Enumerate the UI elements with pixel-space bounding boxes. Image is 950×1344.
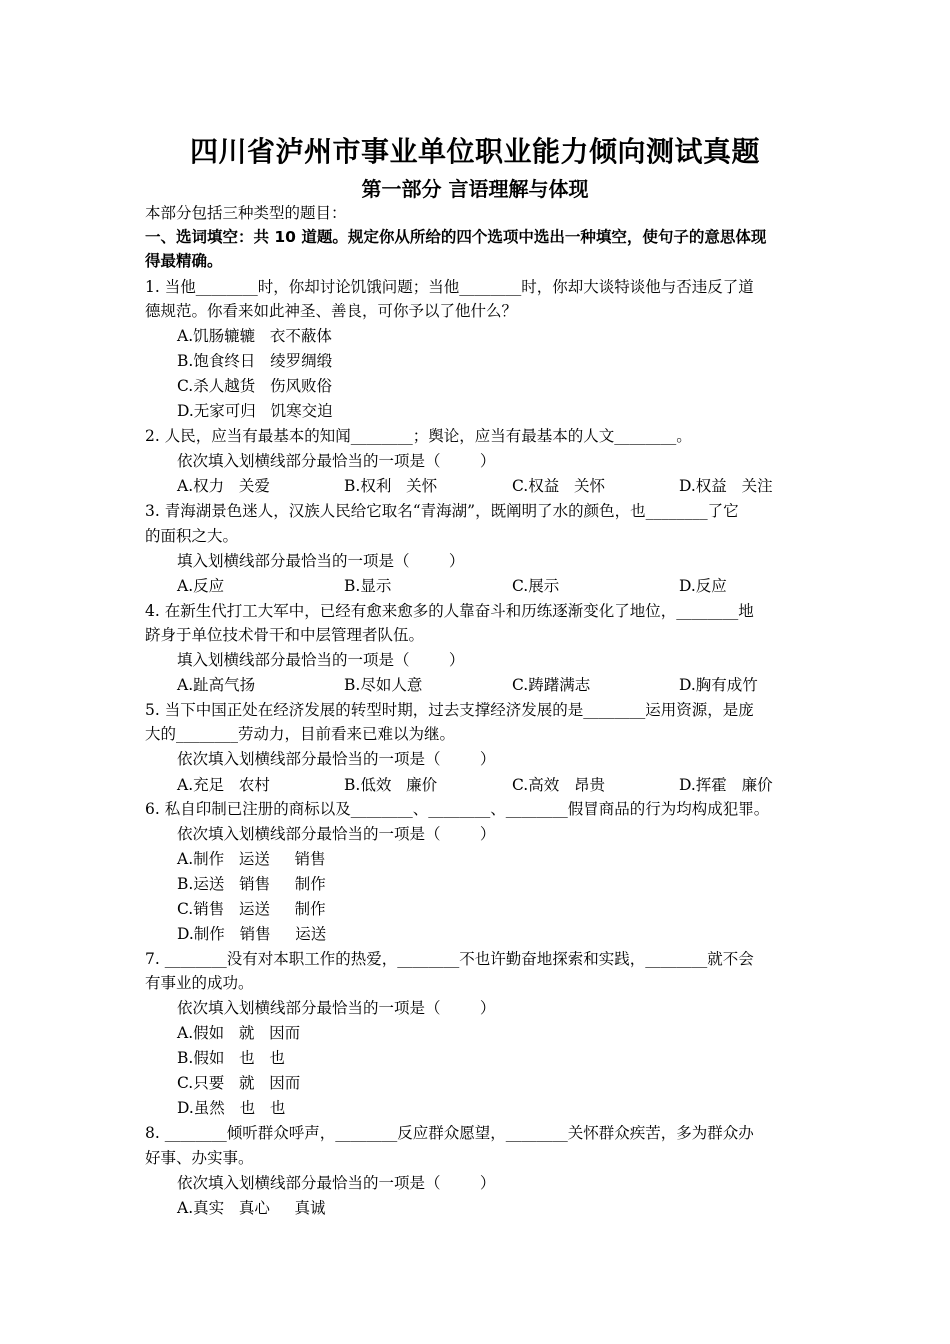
option-b: B.运送 销售 制作 [177, 875, 326, 893]
question-7: 7. ________没有对本职工作的热爱，________不也许勤奋地探索和实践，________就不会 [145, 950, 754, 968]
option-a: A.假如 就 因而 [177, 1024, 301, 1042]
question-6-prompt: 依次填入划横线部分最恰当的一项是（ ） [177, 825, 496, 843]
question-4: 4. 在新生代打工大军中，已经有愈来愈多的人靠奋斗和历练逐渐变化了地位，________地 [145, 602, 754, 620]
option-d: D.制作 销售 运送 [177, 925, 327, 943]
question-7-cont: 有事业的成功。 [145, 974, 254, 992]
intro-text: 本部分包括三种类型的题目： [145, 204, 347, 222]
question-5-cont: 大的________劳动力，目前看来已难以为继。 [145, 725, 456, 743]
option-a: A.真实 真心 真诚 [177, 1199, 326, 1217]
question-8: 8. ________倾听群众呼声，________反应群众愿望，________关怀群众疾苦，多为群众办 [145, 1124, 754, 1142]
option-c: C.高效 昂贵 [512, 776, 606, 794]
question-4-cont: 跻身于单位技术骨干和中层管理者队伍。 [145, 626, 425, 644]
option-a: A.趾高气扬 [177, 676, 256, 694]
section-instruction: 一、选词填空：共 10 道题。规定你从所给的四个选项中选出一种填空，使句子的意思体现 [145, 228, 767, 246]
option-d: D.无家可归 饥寒交迫 [177, 402, 333, 420]
option-c: C.展示 [512, 577, 560, 595]
question-2: 2. 人民，应当有最基本的知闻________；舆论，应当有最基本的人文________。 [145, 427, 692, 445]
page-title: 四川省泸州市事业单位职业能力倾向测试真题 [189, 135, 760, 168]
option-c: C.权益 关怀 [512, 477, 606, 495]
option-a: A.饥肠辘辘 衣不蔽体 [177, 327, 332, 345]
option-b: B.假如 也 也 [177, 1049, 285, 1067]
question-8-prompt: 依次填入划横线部分最恰当的一项是（ ） [177, 1174, 496, 1192]
option-a: A.反应 [177, 577, 225, 595]
option-c: C.只要 就 因而 [177, 1074, 301, 1092]
option-d: D.胸有成竹 [679, 676, 758, 694]
question-8-cont: 好事、办实事。 [145, 1149, 254, 1167]
option-b: B.显示 [344, 577, 392, 595]
question-4-prompt: 填入划横线部分最恰当的一项是（ ） [177, 651, 465, 669]
option-b: B.饱食终日 绫罗绸缎 [177, 352, 333, 370]
question-7-prompt: 依次填入划横线部分最恰当的一项是（ ） [177, 999, 496, 1017]
option-a: A.制作 运送 销售 [177, 850, 326, 868]
question-3-prompt: 填入划横线部分最恰当的一项是（ ） [177, 552, 465, 570]
question-3-cont: 的面积之大。 [145, 527, 239, 545]
option-a: A.权力 关爱 [177, 477, 270, 495]
option-d: D.反应 [679, 577, 727, 595]
option-b: B.低效 廉价 [344, 776, 438, 794]
option-d: D.虽然 也 也 [177, 1099, 286, 1117]
question-6: 6. 私自印制已注册的商标以及________、________、________假冒商品的行为均构成犯罪。 [145, 800, 770, 818]
question-1: 1. 当他________时，你却讨论饥饿问题；当他________时，你却大谈特谈他与否违反了道 [145, 278, 754, 296]
option-c: C.杀人越货 伤风败俗 [177, 377, 333, 395]
section-instruction-cont: 得最精确。 [145, 252, 223, 270]
option-a: A.充足 农村 [177, 776, 270, 794]
question-3: 3. 青海湖景色迷人，汉族人民给它取名“青海湖”，既阐明了水的颜色，也________了它 [145, 502, 739, 520]
option-d: D.权益 关注 [679, 477, 773, 495]
question-5-prompt: 依次填入划横线部分最恰当的一项是（ ） [177, 750, 496, 768]
question-5: 5. 当下中国正处在经济发展的转型时期，过去支撑经济发展的是________运用资源，是庞 [145, 701, 754, 719]
option-b: B.权利 关怀 [344, 477, 438, 495]
option-c: C.踌躇满志 [512, 676, 591, 694]
option-d: D.挥霍 廉价 [679, 776, 773, 794]
option-b: B.尽如人意 [344, 676, 423, 694]
question-2-prompt: 依次填入划横线部分最恰当的一项是（ ） [177, 452, 496, 470]
question-1-cont: 德规范。你看来如此神圣、善良，可你予以了他什么？ [145, 302, 518, 320]
part-title: 第一部分 言语理解与体现 [361, 177, 589, 201]
option-c: C.销售 运送 制作 [177, 900, 326, 918]
